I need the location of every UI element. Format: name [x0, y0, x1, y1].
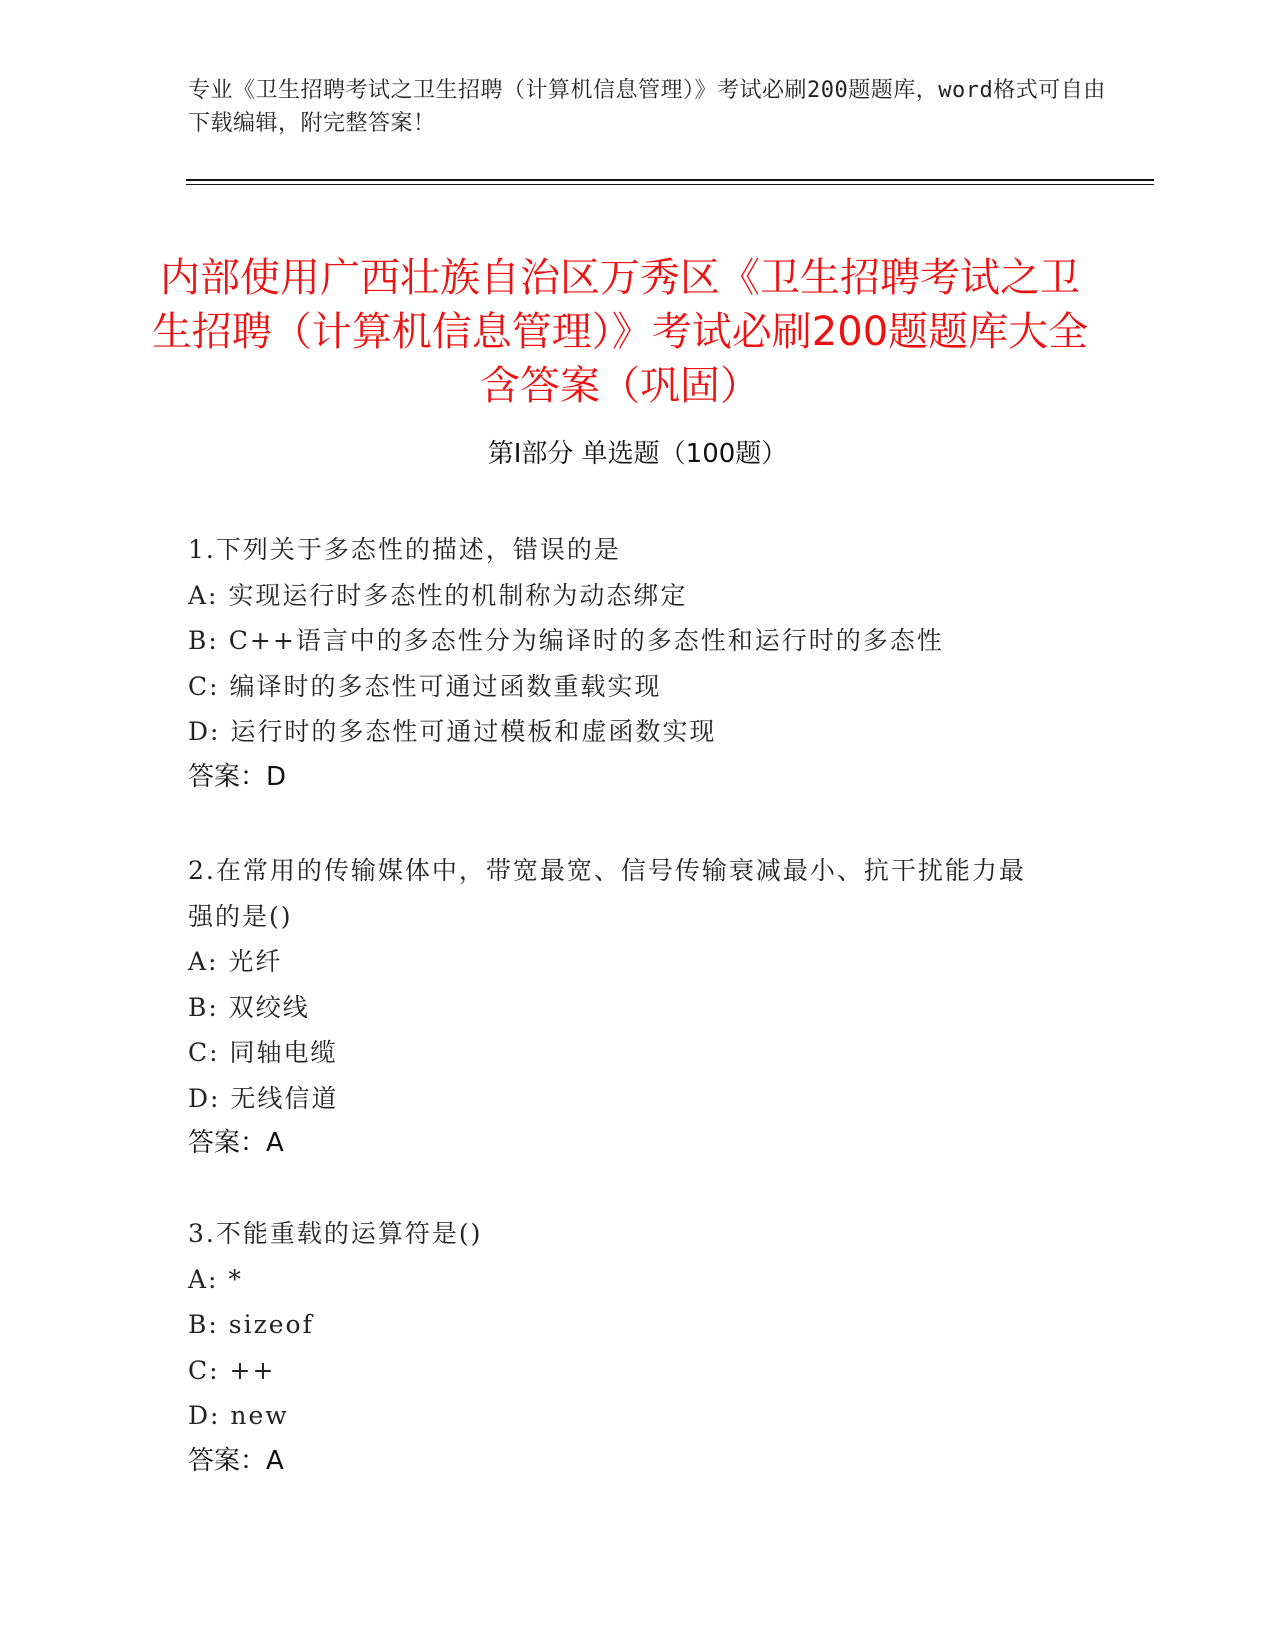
- answer: 答案：D: [188, 761, 287, 792]
- header-divider-thick: [186, 179, 1154, 181]
- question-stem: 2.在常用的传输媒体中，带宽最宽、信号传输衰减最小、抗干扰能力最强的是(): [188, 856, 1026, 931]
- answer: 答案：A: [188, 1128, 284, 1158]
- header-divider-thin: [186, 184, 1154, 185]
- document-header-note: 专业《卫生招聘考试之卫生招聘（计算机信息管理）》考试必刷200题题库，word格式可自由下载编辑，附完整答案！: [188, 78, 1106, 136]
- option-d: D: 运行时的多态性可通过模板和虚函数实现: [188, 717, 717, 746]
- option-c: C: 编译时的多态性可通过函数重载实现: [188, 671, 662, 701]
- answer: 答案：A: [188, 1445, 284, 1476]
- question-3: [188, 1211, 1088, 1484]
- question-2: [188, 848, 1088, 1167]
- option-d: D: new: [188, 1401, 289, 1430]
- option-b: B: 双绞线: [188, 992, 310, 1022]
- option-a: A: 光纤: [188, 947, 283, 976]
- option-c: C: 同轴电缆: [188, 1038, 338, 1067]
- question-stem: 1.下列关于多态性的描述，错误的是: [188, 535, 621, 564]
- question-1: [188, 527, 1088, 800]
- option-a: A: 实现运行时多态性的机制称为动态绑定: [188, 580, 688, 610]
- option-b: B: C++语言中的多态性分为编译时的多态性和运行时的多态性: [188, 626, 944, 655]
- question-stem: 3.不能重载的运算符是(): [188, 1219, 483, 1248]
- option-d: D: 无线信道: [188, 1083, 339, 1113]
- section-title: 第Ⅰ部分 单选题（100题）: [487, 439, 788, 469]
- option-c: C: ++: [188, 1355, 276, 1385]
- option-a: A: *: [188, 1264, 243, 1294]
- option-b: B: sizeof: [188, 1310, 314, 1339]
- document-title: 内部使用广西壮族自治区万秀区《卫生招聘考试之卫生招聘（计算机信息管理）》考试必刷200题题库大全含答案（巩固）: [151, 254, 1089, 409]
